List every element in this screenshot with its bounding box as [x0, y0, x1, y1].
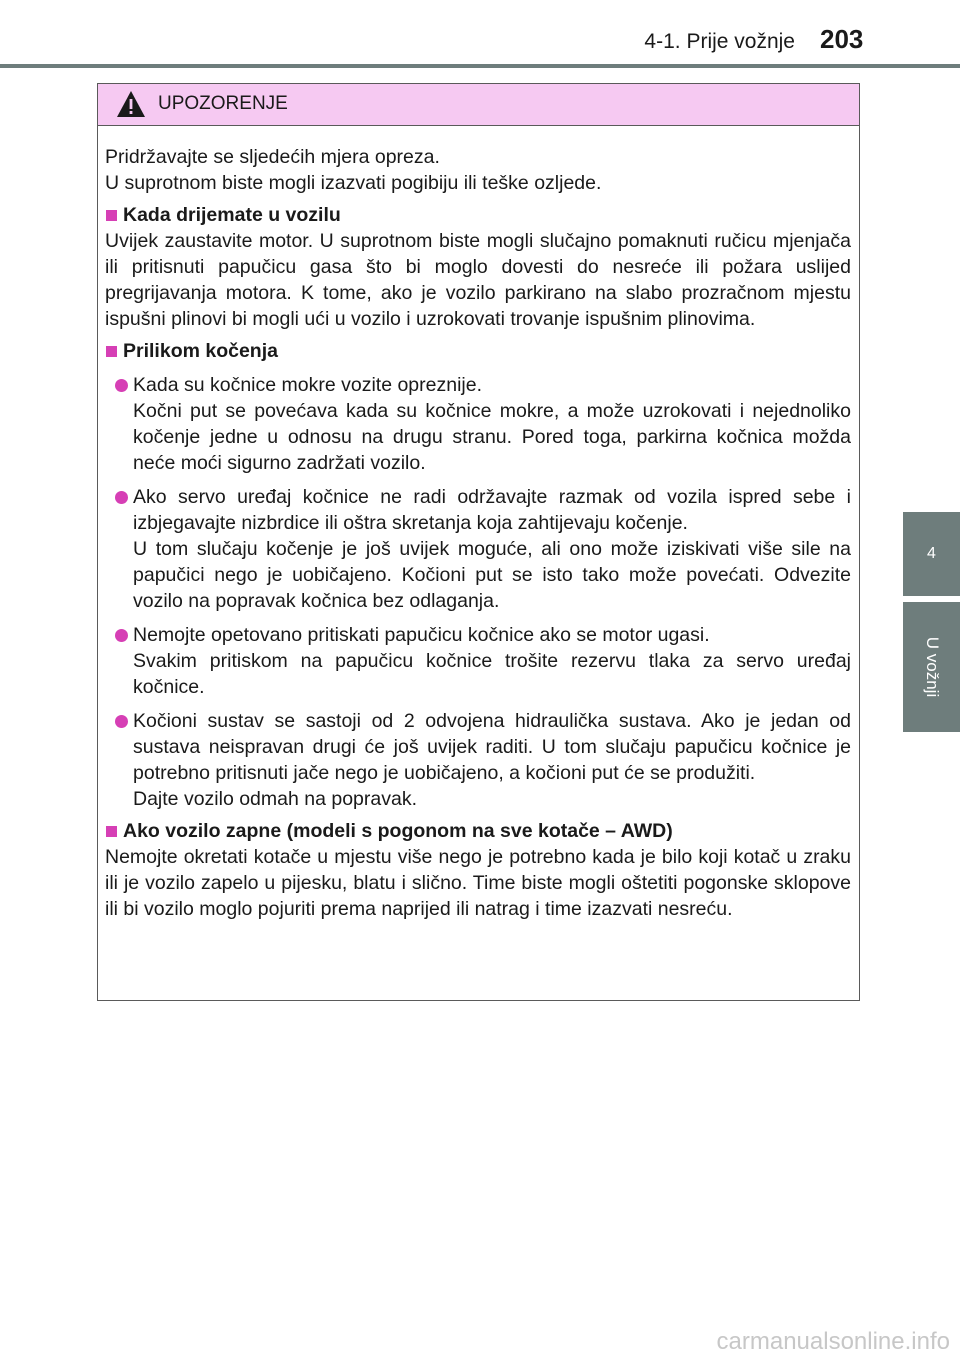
section-sleeping	[105, 202, 851, 332]
bullet-text: U tom slučaju kočenje je još uvijek moguće, ali ono može iziskivati više sile na papučici nego je uobičajeno. Kočioni put se isto tako može povećati. Odvezite vozilo na popravak kočnica bez odlaganja.	[133, 538, 851, 612]
header-rule	[0, 64, 960, 68]
bullet-text: Ako servo uređaj kočnice ne radi održavajte razmak od vozila ispred sebe i izbjegavajte nizbrdice ili oštra skretanja koja zahtijevaju kočenje.	[133, 486, 851, 534]
warning-body	[98, 144, 859, 922]
warning-header	[98, 84, 859, 126]
intro-line: U suprotnom biste mogli izazvati pogibiju ili teške ozljede.	[105, 172, 602, 194]
page-number: 203	[820, 24, 864, 54]
circle-bullet-icon	[115, 491, 128, 504]
intro-line: Pridržavajte se sljedećih mjera opreza.	[105, 146, 440, 168]
square-bullet-icon	[106, 346, 117, 357]
circle-bullet-icon	[115, 629, 128, 642]
warning-intro	[105, 144, 851, 196]
square-bullet-icon	[106, 210, 117, 221]
chapter-section-title: 4-1. Prije vožnje	[644, 30, 795, 53]
section-text: Nemojte okretati kotače u mjestu više nego je potrebno kada je bilo koji kotač u zraku ili je vozilo zapelo u pijesku, blatu i slično. Time biste mogli oštetiti pogonske sklopove ili bi vozilo moglo pojuriti prema naprijed ili natrag i time izazvati nesreću.	[105, 846, 851, 920]
section-braking	[105, 338, 851, 812]
section-stuck-vehicle	[105, 818, 851, 922]
chapter-tab-number: 4	[903, 512, 960, 596]
section-title-text: Kada drijemate u vozilu	[123, 204, 341, 226]
bullet-text: Kada su kočnice mokre vozite opreznije.	[133, 374, 483, 396]
warning-triangle-icon	[116, 90, 146, 118]
section-title	[105, 338, 851, 364]
circle-bullet-icon	[115, 715, 128, 728]
chapter-tab-label-text: U vožnji	[922, 636, 942, 698]
bullet-text: Kočni put se povećava kada su kočnice mokre, a može uzrokovati i nejednoliko kočenje jedne u odnosu na drugu stranu. Pored toga, parkirna kočnica možda neće moći sigurno zadržati vozilo.	[133, 400, 851, 474]
footer-watermark: carmanualsonline.info	[716, 1328, 950, 1355]
section-title-text: Ako vozilo zapne (modeli s pogonom na sve kotače – AWD)	[123, 820, 673, 842]
bullet-text: Kočioni sustav se sastoji od 2 odvojena hidraulička sustava. Ako je jedan od sustava neispravan drugi će još uvijek raditi. U tom slučaju papučicu kočnice je potrebno pritisnuti jače nego je uobičajeno, a kočioni put će se produžiti.	[133, 710, 851, 784]
square-bullet-icon	[106, 826, 117, 837]
list-item	[115, 622, 851, 700]
bullet-text: Dajte vozilo odmah na popravak.	[133, 788, 417, 810]
section-title-text: Prilikom kočenja	[123, 340, 278, 362]
section-title	[105, 202, 851, 228]
section-text: Uvijek zaustavite motor. U suprotnom biste mogli slučajno pomaknuti ručicu mjenjača ili pritisnuti papučicu gasa što bi moglo dovesti do nesreće ili požara uslijed pregrijavanja motora. K tome, ako je vozilo parkirano na slabo prozračnom mjestu ispušni plinovi bi mogli ući u vozilo i uzrokovati trovanje ispušnim plinovima.	[105, 230, 851, 330]
section-title	[105, 818, 851, 844]
list-item	[115, 708, 851, 812]
bullet-text: Nemojte opetovano pritiskati papučicu kočnice ako se motor ugasi.	[133, 624, 710, 646]
warning-box	[97, 83, 860, 1001]
list-item	[115, 484, 851, 614]
warning-title: UPOZORENJE	[158, 93, 288, 114]
list-item	[115, 372, 851, 476]
bullet-text: Svakim pritiskom na papučicu kočnice trošite rezervu tlaka za servo uređaj kočnice.	[133, 650, 851, 698]
chapter-tab-label	[903, 602, 960, 732]
circle-bullet-icon	[115, 379, 128, 392]
